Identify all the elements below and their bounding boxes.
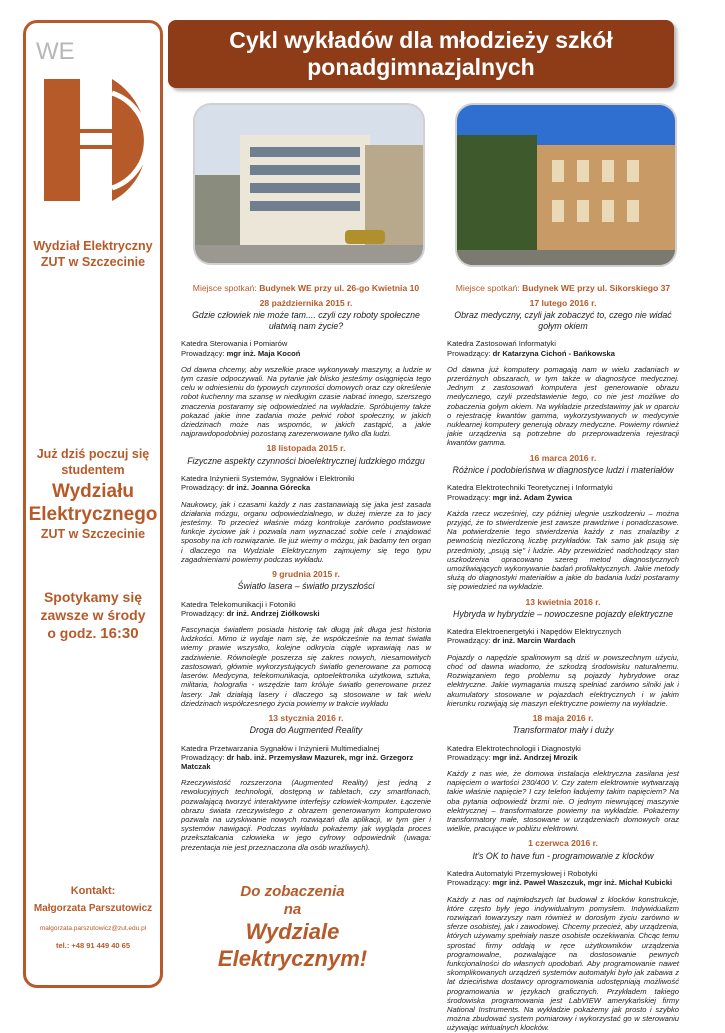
lecture-date: 18 listopada 2015 r.	[266, 443, 346, 454]
lecture-department: Katedra Elektrotechnologii i Diagnostyki	[447, 743, 581, 753]
lecture-department: Katedra Elektrotechniki Teoretycznej i Informatyki	[447, 483, 613, 493]
speaker-label: Prowadzący:	[447, 636, 491, 646]
meeting-time: 16:30	[100, 625, 139, 642]
lecture-speaker: mgr inż. Maja Kocoń	[226, 348, 301, 358]
lecture-title: Obraz medyczny, czyli jak zobaczyć to, czego nie widać gołym okiem	[454, 310, 672, 331]
lecture-description: Każdy z nas wie, że domowa instalacja elektryczna zasilana jest napięciem o wartości 230/400 V. Czy zatem elektrownie wytwarzają takie właśnie napięcie? I czy telefon ładujemy takim napięciem? Na oba pytania odpowiedź brzmi nie. O jednym niewrującej maszynie elektrycznej – transformatorze powiemy na wykładzie. Pokażemy transformatory małe, stosowane w urządzeniach domowych oraz wielkie, pracujące w pobliżu elektrowni.	[447, 769, 679, 834]
lecture-speaker: dr inż. Joanna Górecka	[226, 483, 311, 493]
lecture-description: Fascynacja światłem posiada historię tak długą jak długa jest historia ludzkości. Mimo iż wydaje nam się, że współcześnie na temat światła wiemy prawie wszystko, kolejne odkrycia ciągle wprawiają nas w zadziwienie. Równolegle poszerza się zakres nowych, niesamowitych zastosowań, głównie wykorzystujących światło generowane za pomocą laserów. Medycyna, telekomunikacja, optoelektronika użytkowa, sztuka, militaria, holografia - wszędzie tam króluje światło generowane przez lasery. Jak działają lasery i dlaczego są stosowane w tak wielu dziedzinach współczesnego życia powiemy w trakcie wykładu	[181, 625, 431, 708]
closing-line1: Do zobaczenia	[240, 883, 345, 900]
lecture-title: Fizyczne aspekty czynności bioelektrycznej ludzkiego mózgu	[187, 455, 425, 466]
closing-line4: Elektrycznym!	[217, 946, 368, 971]
lecture-speaker-row	[181, 349, 431, 358]
speaker-label: Prowadzący:	[447, 878, 491, 888]
speaker-label: Prowadzący:	[447, 492, 491, 502]
lecture-title: Różnice i podobieństwa w diagnostyce ludzi i materiałów	[452, 464, 674, 475]
lecture	[181, 444, 431, 564]
lecture-title: It's OK to have fun - programowanie z klocków	[472, 850, 654, 861]
lecture-date: 9 grudnia 2015 r.	[272, 568, 340, 579]
promo-line2: ZUT w Szczecinie	[40, 527, 146, 541]
closing-line2: na	[283, 901, 302, 918]
meeting-place	[181, 284, 431, 293]
building-photo-left	[193, 103, 425, 265]
right-column	[447, 284, 679, 1033]
page-title: Cykl wykładów dla młodzieży szkół ponadgimnazjalnych	[168, 20, 674, 88]
lecture-speaker-row	[181, 753, 431, 771]
left-column	[181, 284, 431, 852]
lecture-speaker-row	[447, 753, 679, 762]
lecture	[447, 299, 679, 447]
contact-phone: tel.: +48 91 449 40 65	[55, 941, 130, 950]
speaker-label: Prowadzący:	[181, 483, 225, 493]
contact-title: Kontakt:	[70, 885, 116, 897]
lecture	[447, 839, 679, 1032]
lecture-list	[447, 299, 679, 1032]
lecture-department: Katedra Sterowania i Pomiarów	[181, 339, 288, 349]
speaker-label: Prowadzący:	[447, 348, 491, 358]
lecture-speaker-row	[181, 483, 431, 492]
lecture-description: Pojazdy o napędzie spalinowym są dziś w powszechnym użyciu, choć od dawna wiadomo, że szkodzą środowisku naturalnemu. Rozwiązaniem tego problemu są pojazdy hybrydowe oraz elektryczne. Jakie wymagania muszą spełniać zarówno silniki jak i akumulatory stosowane w pojazdach elektrycznych i w jakim kierunku rozwijają się maszyn elektryczne powiemy na wykładzie.	[447, 652, 679, 708]
lecture	[181, 299, 431, 438]
lecture-date: 13 kwietnia 2016 r.	[525, 596, 601, 607]
place-label: Miejsce spotkań:	[192, 283, 257, 293]
lecture-speaker: dr hab. inż. Przemysław Mazurek, mgr inż. Grzegorz Matczak	[181, 752, 414, 772]
lecture-title: Transformator mały i duży	[512, 725, 614, 736]
lecture-department: Katedra Elektroenergetyki i Napędów Elektrycznych	[447, 627, 622, 637]
meeting-info	[26, 588, 160, 643]
lecture	[181, 714, 431, 852]
lecture-description: Każdy z nas od najmłodszych lat budował z klocków konstrukcje, które często były jego indywidualnym pomysłem. Indywidualizm rozwiązań towarzyszy nam również w dorosłym życiu zarówno w sferze osobistej, jak i zawodowej. Chcemy przecież, aby urządzenia, których używamy spełniały nasze osobiste oczekiwania. Chcąc temu sprostać firmy oddają w ręce użytkowników urządzenia programowalne, pozwalające na dostosowanie pewnych funkcjonalności do własnych upodobań. Aby programowanie nawet skomplikowanych urządzeń systemów automatyki było jak zabawa z lat dzieciństwa dostawcy oprogramowania udostępniają możliwość programowania w językach graficznych. Przykładem takiego środowiska programowania jest LabVIEW amerykańskiej firmy National Instruments. Na wykładzie pokażemy jak prosto i szybko można zbudować system pomiarowy i wykorzystać go w sterowaniu używając wirtualnych klocków.	[447, 894, 679, 1033]
lecture-title: Hybryda w hybrydzie – nowoczesne pojazdy elektryczne	[452, 608, 674, 619]
lecture-department: Katedra Telekomunikacji i Fotoniki	[181, 599, 296, 609]
faculty-logo	[34, 33, 156, 208]
promo-line1: Już dziś poczuj się studentem	[36, 447, 150, 477]
lecture-description: Od dawna chcemy, aby wszelkie prace wykonywały maszyny, a ludzie w tym czasie odpoczywali. Na pytanie jak blisko jesteśmy osiągnięcia tego celu w odniesieniu do typowych czynności domowych oraz czy określenie robot kuchenny ma szansę w niedługim czasie nabrać innego, szerszego znaczenia postaramy się odpowiedzieć na wykładzie. Spróbujemy także pokazać jakie inne zadania może pełnić robot społeczny, w jakich dziedzinach może nas wspomóc, w jakich zastąpić, a jakie najprawdopodobniej pozostaną zarezerwowane tylko dla ludzi.	[181, 364, 431, 439]
lecture-date: 16 marca 2016 r.	[529, 452, 597, 463]
speaker-label: Prowadzący:	[181, 608, 225, 618]
lecture-speaker-row	[447, 878, 679, 887]
lecture-speaker: dr Katarzyna Cichoń - Bańkowska	[492, 348, 615, 358]
building-photo-right	[455, 103, 677, 267]
lecture-speaker: mgr inż. Andrzej Mrozik	[492, 752, 578, 762]
place-address: Budynek WE przy ul. 26-go Kwietnia 10	[259, 283, 420, 293]
lecture-speaker-row	[181, 609, 431, 618]
lecture-date: 1 czerwca 2016 r.	[528, 838, 598, 849]
lecture-description: Naukowcy, jak i czasami każdy z nas zastanawiają się jaka jest zasada działania mózgu, organu odpowiedzialnego, w dużej mierze za to jacy jesteśmy. To przecież właśnie mózg kontroluje zarówno podstawowe funkcje życiowe jak i pozwala nam wyznaczać sobie cele i znajdować sposoby na ich rozwiązanie. Ile już wiemy o mózgu, jak badamy ten organ i dlaczego na Wydziale Elektrycznym zajmujemy się tego typu zagadnieniami powiemy podczas wykładu.	[181, 499, 431, 564]
lecture-date: 28 października 2015 r.	[259, 298, 353, 309]
lecture	[447, 454, 679, 592]
contact-email[interactable]: malgorzata.parszutowicz@zut.edu.pl	[39, 925, 147, 932]
meeting-place	[447, 284, 679, 293]
promo-big: Wydziału Elektrycznego	[28, 481, 158, 525]
lecture	[447, 714, 679, 834]
lecture-department: Katedra Przetwarzania Sygnałów i Inżynierii Multimedialnej	[181, 743, 380, 753]
lecture-speaker-row	[447, 636, 679, 645]
lecture	[181, 570, 431, 708]
lecture-department: Katedra Automatyki Przemysłowej i Robotyki	[447, 869, 598, 879]
speaker-label: Prowadzący:	[181, 348, 225, 358]
lecture-speaker: mgr inż. Paweł Waszczuk, mgr inż. Michał Kubicki	[492, 878, 673, 888]
lecture-speaker: dr inż. Marcin Wardach	[492, 636, 576, 646]
lecture-speaker-row	[447, 349, 679, 358]
lecture-date: 17 lutego 2016 r.	[529, 298, 597, 309]
lecture-speaker: mgr inż. Adam Żywica	[492, 492, 573, 502]
closing-message	[200, 883, 385, 972]
lecture-description: Rzeczywistość rozszerzona (Augmented Reality) jest jedną z rewolucyjnych technologii, dostępną w tabletach, czy smartfonach, pozwalającą tworzyć interaktywne interfejsy człowiek-komputer. Łączenie obrazu świata rzeczywistego z obrazem generowanym komputerowo pozwala na uzyskiwanie nowych rozwiązań dla aplikacji, w tym gier i systemów nawigacji. Podczas wykładu pokażemy jak wygląda proces przekształcania człowieka w jego cyfrowy odpowiednik (uwaga: prezentacja nie jest przeznaczona dla osób wrażliwych).	[181, 778, 431, 852]
speaker-label: Prowadzący:	[181, 752, 225, 762]
lecture-date: 18 maja 2016 r.	[532, 712, 594, 723]
lecture-department: Katedra Zastosowań Informatyki	[447, 339, 556, 349]
lecture-title: Światło lasera – światło przyszłości	[237, 581, 375, 592]
contact-name: Małgorzata Parszutowicz	[33, 903, 153, 914]
lecture-department: Katedra Inżynierii Systemów, Sygnałów i Elektroniki	[181, 474, 355, 484]
lecture-title: Droga do Augmented Reality	[249, 725, 363, 736]
lecture-date: 13 stycznia 2016 r.	[268, 712, 344, 723]
lecture	[447, 598, 679, 708]
closing-line3: Wydziale	[245, 919, 340, 944]
faculty-name: Wydział Elektryczny ZUT w Szczecinie	[33, 239, 153, 269]
place-label: Miejsce spotkań:	[455, 283, 520, 293]
logo-text: WE	[36, 38, 75, 65]
speaker-label: Prowadzący:	[447, 752, 491, 762]
sidebar	[23, 20, 163, 988]
lecture-title: Gdzie człowiek nie może tam.... czyli czy roboty społeczne ułatwią nam życie?	[192, 310, 420, 331]
lecture-speaker: dr inż. Andrzej Ziółkowski	[226, 608, 320, 618]
lecture-description: Każda rzecz wcześniej, czy później ulegnie uszkodzeniu – można przyjąć, że to stwierdzenie jest zawsze prawdziwe i ponadczasowe. Na potwierdzenie tego stwierdzenia każdy z nas znalazłby z pewnością niezliczoną liczbę przykładów. Tak samo jak psują się przedmioty, „psują się" i ludzie. Aby przewidzieć nadchodzący stan uszkodzenia opracowano szereg metod diagnostycznych umożliwiających wykonywanie badań profilaktycznych. Jakie metody służą do diagnostyki materiałów a jakie do badania ludzi postaramy się powiedzieć na wykładzie.	[447, 508, 679, 592]
place-address: Budynek WE przy ul. Sikorskiego 37	[522, 283, 671, 293]
lecture-list	[181, 299, 431, 852]
meeting-line: Spotykamy się zawsze w środy o godz.	[40, 589, 146, 641]
lecture-description: Od dawna już komputery pomagają nam w wielu zadaniach w przeróżnych obszarach, w tym także w diagnostyce medycznej. Jednym z zastosowań komputera jest generowanie obrazu medycznego, czyli przedstawienie tego, co nie jest możliwe do zobaczenia gołym okiem. Na wykładzie przedstawimy jak w oparciu o rejestrację kwantów gamma, wykorzystywanych w medycynie nuklearnej komputery generują obrazy medyczne. Powiemy również jakie urządzenia są potrzebne do przeprowadzenia rejestracji kwantów gamma.	[447, 364, 679, 448]
lecture-speaker-row	[447, 493, 679, 502]
